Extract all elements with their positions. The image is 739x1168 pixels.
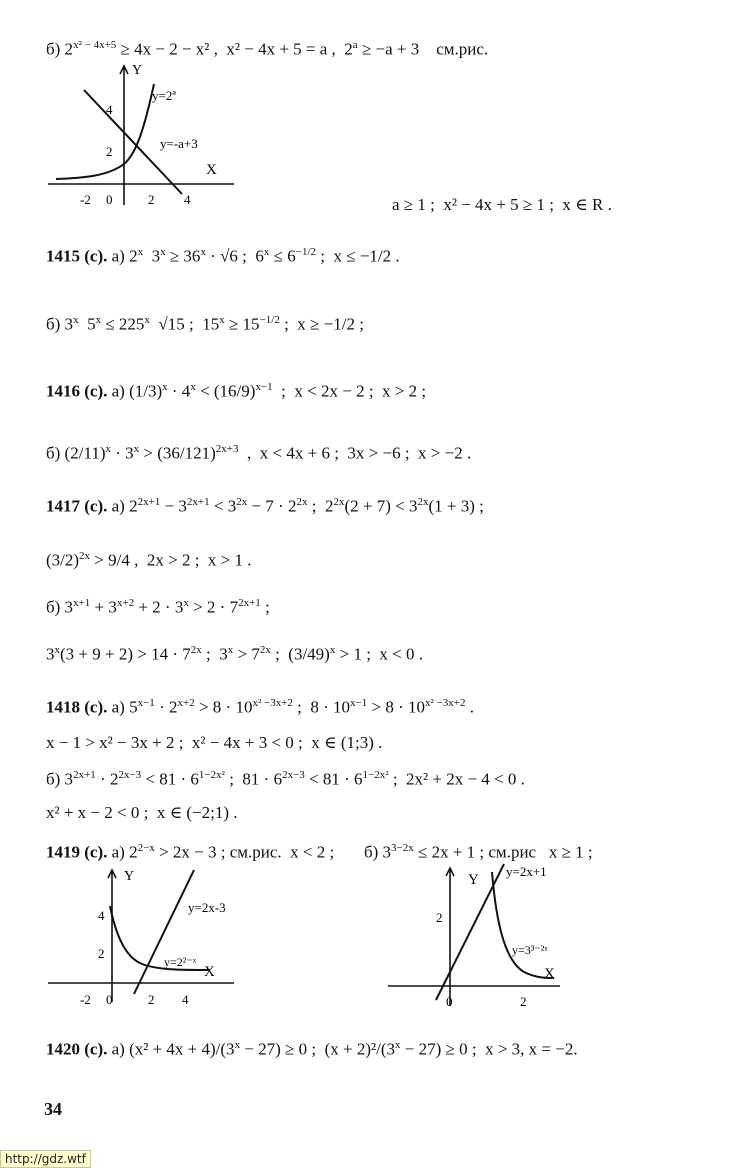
exponent: x	[190, 381, 196, 393]
solution-line	[46, 734, 382, 751]
graph-exp-vs-line-1414b	[44, 60, 244, 210]
math-text: − 27) ≥ 0 ; (x + 2)²/(3	[240, 1039, 396, 1059]
exp-label: y=2²⁻ˣ	[164, 955, 197, 969]
math-text: + 2 · 3	[134, 597, 184, 617]
exponent: x	[200, 246, 206, 258]
math-text: > 1 ; x < 0 .	[335, 644, 424, 664]
math-text: 1415 (с).	[46, 246, 108, 266]
exponent: x² −3x+2	[252, 697, 293, 709]
math-text: < 81 · 6	[141, 769, 199, 789]
math-text: б) 2	[46, 39, 74, 59]
math-text: · 2	[95, 769, 119, 789]
math-text: 3	[143, 246, 161, 266]
exponent: −1/2	[295, 246, 317, 258]
math-text: ≤ 2x + 1 ; см.рис x ≥ 1 ;	[413, 842, 593, 862]
exponent: 2x	[417, 496, 429, 508]
exponent: x	[160, 246, 166, 258]
x-tick: 2	[148, 992, 155, 1007]
math-text: > 2 · 7	[188, 597, 239, 617]
exponent: x	[395, 1039, 401, 1051]
exponent: x	[162, 381, 168, 393]
exponent: −1/2	[259, 314, 280, 326]
math-text: 1420 (с).	[46, 1039, 108, 1059]
solution-line	[46, 598, 270, 616]
math-text: ≥ 15	[224, 314, 260, 334]
exponent: 2x	[79, 550, 91, 562]
math-text: 1416 (с).	[46, 381, 108, 401]
exponent: x	[234, 1039, 241, 1051]
x-tick: 0	[446, 994, 453, 1009]
exponent: x	[105, 443, 111, 455]
math-text: ; 81 · 6	[224, 769, 283, 789]
math-text: ≤ 225	[101, 314, 145, 334]
math-text: ; x < 2x − 2 ; x > 2 ;	[272, 381, 427, 401]
x-axis-label: X	[206, 162, 217, 178]
math-text: (2 + 7) < 3	[344, 496, 418, 516]
math-text: · 4	[167, 381, 191, 401]
exponent: 1−2x²	[198, 769, 225, 781]
math-text: а) 2	[107, 842, 138, 862]
exponent: 2x	[236, 496, 248, 508]
math-text: а) 2	[107, 496, 138, 516]
x-tick: 0	[106, 192, 113, 207]
solution-line	[46, 843, 593, 861]
line-label: y=-a+3	[160, 136, 198, 151]
math-text: < (16/9)	[195, 381, 256, 401]
solution-line	[46, 315, 364, 333]
exponent: x	[137, 246, 144, 258]
math-text: (3 + 9 + 2) > 14 · 7	[60, 644, 191, 664]
math-text: б) (2/11)	[46, 443, 106, 463]
math-text: , x < 4x + 6 ; 3x > −6 ; x > −2 .	[238, 443, 472, 463]
math-text: < 3	[209, 496, 237, 516]
math-text: + 3	[90, 597, 117, 617]
math-text: 5	[78, 314, 96, 334]
y-tick: 2	[98, 946, 105, 961]
exponent: x	[144, 314, 150, 326]
math-text: ; 2x² + 2x − 4 < 0 .	[388, 769, 525, 789]
math-text: · 3	[110, 443, 134, 463]
math-text: √15 ; 15	[149, 314, 220, 334]
exp-label: y=3³⁻²ˣ	[512, 943, 548, 957]
math-text: > (36/121)	[139, 443, 216, 463]
line-label: y=2x+1	[506, 864, 547, 879]
math-text: ; (3/49)	[270, 644, 330, 664]
exponent: 2x	[296, 496, 308, 508]
math-text: ≥ 36	[165, 246, 201, 266]
y-tick: 4	[98, 908, 105, 923]
exponent: x+2	[116, 597, 135, 609]
x-tick: -2	[80, 992, 91, 1007]
exponent: x+2	[177, 697, 195, 709]
exp-curve	[56, 84, 154, 179]
math-text: 1418 (с).	[46, 697, 108, 717]
math-text: · 2	[154, 697, 178, 717]
exp-curve	[492, 872, 554, 978]
math-text: > 2x − 3 ; см.рис. x < 2 ; б) 3	[154, 842, 392, 862]
exponent: 2x+1	[238, 597, 261, 609]
exponent: 2x	[190, 644, 202, 656]
math-text: a ≥ 1 ; x² − 4x + 5 ≥ 1 ; x ∈ R .	[392, 195, 612, 214]
solution-line	[46, 444, 471, 462]
y-tick: 2	[436, 910, 443, 925]
exponent: 2x−3	[118, 769, 142, 781]
exponent: 2−x	[137, 842, 155, 854]
exponent: a	[352, 39, 358, 51]
exponent: x	[54, 644, 60, 656]
solution-line	[46, 1040, 578, 1058]
exponent: 3−2x	[391, 842, 414, 854]
exponent: 2x+3	[215, 443, 239, 455]
exponent: x+1	[73, 597, 91, 609]
exponent: 2x+1	[73, 769, 96, 781]
math-text: (1 + 3) ;	[428, 496, 484, 516]
exponent: 2x−3	[282, 769, 305, 781]
exponent: x	[95, 314, 102, 326]
solution-line	[46, 40, 488, 58]
line-graph	[134, 870, 194, 994]
y-tick: 2	[106, 144, 113, 159]
math-text: ≤ 6	[269, 246, 296, 266]
math-text: а) (x² + 4x + 4)/(3	[107, 1039, 235, 1059]
x-tick: 0	[106, 992, 113, 1007]
exponent: x	[263, 246, 270, 258]
math-text: а) 5	[107, 697, 138, 717]
x-tick: 4	[182, 992, 189, 1007]
watermark-link[interactable]: http://gdz.wtf	[0, 1150, 91, 1168]
x-tick: 2	[520, 994, 527, 1009]
math-text: > 8 · 10	[367, 697, 426, 717]
solution-line	[46, 382, 426, 400]
math-text: ; x ≥ −1/2 ;	[279, 314, 364, 334]
exponent: x² − 4x+5	[73, 39, 117, 51]
math-text: ≥ 4x − 2 − x² , x² − 4x + 5 = a , 2	[116, 39, 353, 59]
exp-label: y=2ª	[152, 88, 176, 103]
x-tick: 2	[148, 192, 155, 207]
math-text: 1417 (с).	[46, 496, 108, 516]
math-text: 1419 (с).	[46, 842, 108, 862]
solution-line	[46, 497, 484, 515]
graph-1419a	[44, 866, 244, 1008]
y-tick: 4	[106, 102, 113, 117]
solution-line	[46, 804, 238, 821]
math-text: б) 3	[46, 597, 74, 617]
math-text: а) (1/3)	[107, 381, 163, 401]
x-tick: -2	[80, 192, 91, 207]
exponent: x−1	[137, 697, 155, 709]
math-text: ; x ≤ −1/2 .	[316, 246, 400, 266]
y-axis-label: Y	[468, 872, 479, 888]
exponent: x² −3x+2	[425, 697, 466, 709]
math-text: − 7 · 2	[247, 496, 297, 516]
exponent: 2x+1	[186, 496, 210, 508]
math-text: < 81 · 6	[304, 769, 363, 789]
exponent: x	[329, 644, 336, 656]
exponent: x	[133, 443, 140, 455]
math-text: б) 3	[46, 769, 74, 789]
math-text: 3	[46, 644, 55, 664]
x-axis-label: X	[204, 964, 215, 980]
math-text: x² + x − 2 < 0 ; x ∈ (−2;1) .	[46, 803, 238, 822]
math-text: > 9/4 , 2x > 2 ; x > 1 .	[90, 550, 252, 570]
math-text: .	[465, 697, 474, 717]
solution-line	[46, 770, 525, 788]
math-text: а) 2	[107, 246, 138, 266]
solution-line	[46, 247, 400, 265]
solution-line	[46, 698, 474, 716]
x-tick: 4	[184, 192, 191, 207]
math-text: ; 8 · 10	[292, 697, 351, 717]
y-axis-label: Y	[132, 63, 143, 78]
math-text: ; 2	[307, 496, 334, 516]
x-axis-label: X	[544, 966, 555, 982]
math-text: ;	[260, 597, 270, 617]
exponent: x	[227, 644, 234, 656]
math-text: · √6 ; 6	[205, 246, 264, 266]
line-label: y=2x-3	[188, 900, 226, 915]
exponent: 2x+1	[137, 496, 161, 508]
exponent: x−1	[350, 697, 368, 709]
exponent: x	[73, 314, 79, 326]
exponent: x	[183, 597, 189, 609]
exponent: x−1	[255, 381, 273, 393]
math-text: > 8 · 10	[194, 697, 253, 717]
exponent: x	[219, 314, 225, 326]
math-text: (3/2)	[46, 550, 80, 570]
exponent: 2x	[259, 644, 271, 656]
math-text: > 7	[233, 644, 260, 664]
math-text: ≥ −a + 3 см.рис.	[357, 39, 489, 59]
exponent: 2x	[333, 496, 345, 508]
solution-line	[392, 196, 612, 213]
exponent: 1−2x²	[362, 769, 389, 781]
y-axis-label: Y	[124, 869, 135, 884]
math-text: ; 3	[201, 644, 228, 664]
math-text: − 3	[160, 496, 187, 516]
math-text: б) 3	[46, 314, 74, 334]
math-text: − 27) ≥ 0 ; x > 3, x = −2.	[400, 1039, 578, 1059]
solution-line	[46, 551, 252, 569]
graph-1419b	[384, 860, 574, 1010]
solution-line	[46, 645, 423, 663]
page-number: 34	[44, 1099, 62, 1119]
math-text: x − 1 > x² − 3x + 2 ; x² − 4x + 3 < 0 ; x ∈ (1;3) .	[46, 733, 383, 752]
